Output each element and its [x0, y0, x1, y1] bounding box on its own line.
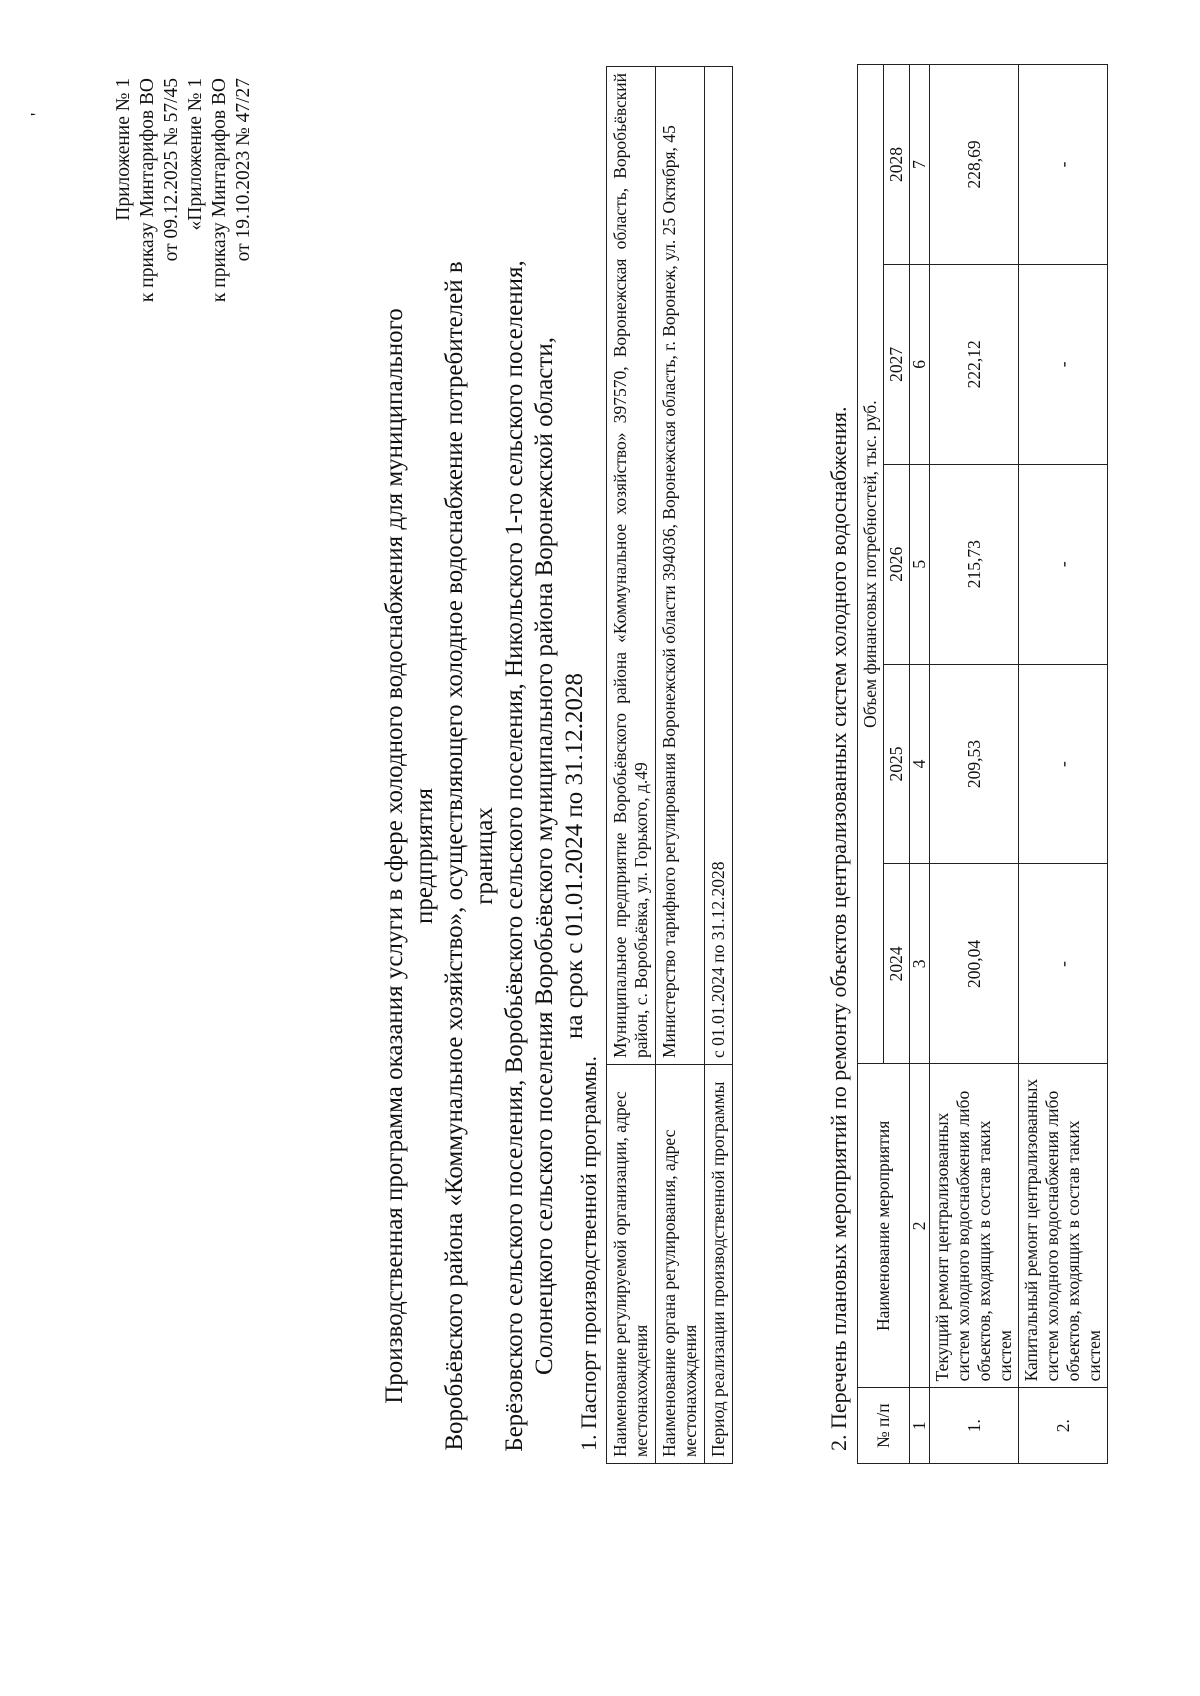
title-line5: на срок с 01.01.2024 по 31.12.2028	[561, 673, 588, 1039]
section1-heading: 1. Паспорт производственной программы.	[576, 1056, 601, 1451]
row-value: -	[1019, 664, 1108, 864]
row-number: 2.	[1019, 1388, 1108, 1464]
title-line1: Производственная программа оказания услуги в сфере холодного водоснабжения для муниципального предприятия	[381, 308, 438, 1404]
passport-value: с 01.01.2024 по 31.12.2028	[705, 67, 733, 1065]
passport-label: Период реализации производственной программы	[705, 1065, 733, 1464]
row-value: 200,04	[930, 864, 1019, 1064]
index-cell: 1	[910, 1388, 930, 1464]
header-year: 2025	[884, 664, 910, 864]
passport-table	[606, 66, 733, 1464]
table-index-row	[910, 65, 930, 1464]
passport-label: Наименование регулируемой организации, адрес местонахождения	[607, 1065, 656, 1464]
index-cell: 7	[910, 65, 930, 265]
header-group: Объем финансовых потребностей, тыс. руб.	[858, 65, 884, 1064]
header-year: 2026	[884, 464, 910, 664]
header-year: 2027	[884, 264, 910, 464]
appendix-current-line1: Приложение № 1	[113, 78, 134, 221]
corner-mark: '	[27, 112, 47, 116]
table-row	[930, 65, 1019, 1464]
appendix-previous-line2: к приказу Минтарифов ВО	[209, 78, 230, 303]
index-cell: 4	[910, 664, 930, 864]
table-header-row	[858, 65, 884, 1464]
appendix-current-line2: к приказу Минтарифов ВО	[137, 78, 158, 303]
row-value: 222,12	[930, 264, 1019, 464]
row-name: Текущий ремонт централизованных систем холодного водоснабжения либо объектов, входящих в состав таких систем	[930, 1064, 1019, 1388]
title-line3: Берёзовского сельского поселения, Воробьёвского сельского поселения, Никольского 1-го сельского поселения,	[501, 260, 528, 1452]
appendix-previous-line1: «Приложение № 1	[185, 78, 206, 231]
header-num: № п/п	[858, 1388, 910, 1464]
passport-row-period	[705, 67, 733, 1464]
row-name: Капитальный ремонт централизованных систем холодного водоснабжения либо объектов, входящих в состав таких систем	[1019, 1064, 1108, 1388]
row-value: -	[1019, 65, 1108, 265]
index-cell: 6	[910, 264, 930, 464]
index-cell: 5	[910, 464, 930, 664]
row-value: 215,73	[930, 464, 1019, 664]
row-number: 1.	[930, 1388, 1019, 1464]
passport-row-regulator	[656, 67, 705, 1464]
index-cell: 2	[910, 1064, 930, 1388]
passport-value: Министерство тарифного регулирования Воронежской области 394036, Воронежская область, г. Воронеж, ул. 25 Октября, 45	[656, 67, 705, 1065]
passport-row-organization	[607, 67, 656, 1464]
row-value: -	[1019, 464, 1108, 664]
header-year: 2024	[884, 864, 910, 1064]
appendix-current-line3: от 09.12.2025 № 57/45	[161, 78, 182, 262]
row-value: 209,53	[930, 664, 1019, 864]
section2-heading: 2. Перечень плановых мероприятий по ремонту объектов централизованных систем холодного водоснабжения.	[826, 406, 851, 1451]
passport-label: Наименование органа регулирования, адрес местонахождения	[656, 1065, 705, 1464]
row-value: 228,69	[930, 65, 1019, 265]
title-line2: Воробьёвского района «Коммунальное хозяйство», осуществляющего холодное водоснабжение потребителей в границах	[441, 261, 498, 1451]
header-year: 2028	[884, 65, 910, 265]
table-row	[1019, 65, 1108, 1464]
header-name: Наименование мероприятия	[858, 1064, 910, 1388]
document-title	[380, 256, 590, 1456]
repair-plan-table	[857, 64, 1108, 1464]
row-value: -	[1019, 264, 1108, 464]
row-value: -	[1019, 864, 1108, 1064]
appendix-previous-line3: от 19.10.2023 № 47/27	[233, 78, 254, 262]
index-cell: 3	[910, 864, 930, 1064]
appendix-current	[112, 78, 184, 302]
appendix-previous	[184, 78, 256, 302]
title-line4: Солонецкого сельского поселения Воробьёвского муниципального района Воронежской области,	[531, 337, 558, 1375]
passport-value: Муниципальное предприятие Воробьёвского района «Коммунальное хозяйство» 397570, Воронежская область, Воробьёвский район, с. Воробьёвка, ул. Горького, д.49	[607, 67, 656, 1065]
